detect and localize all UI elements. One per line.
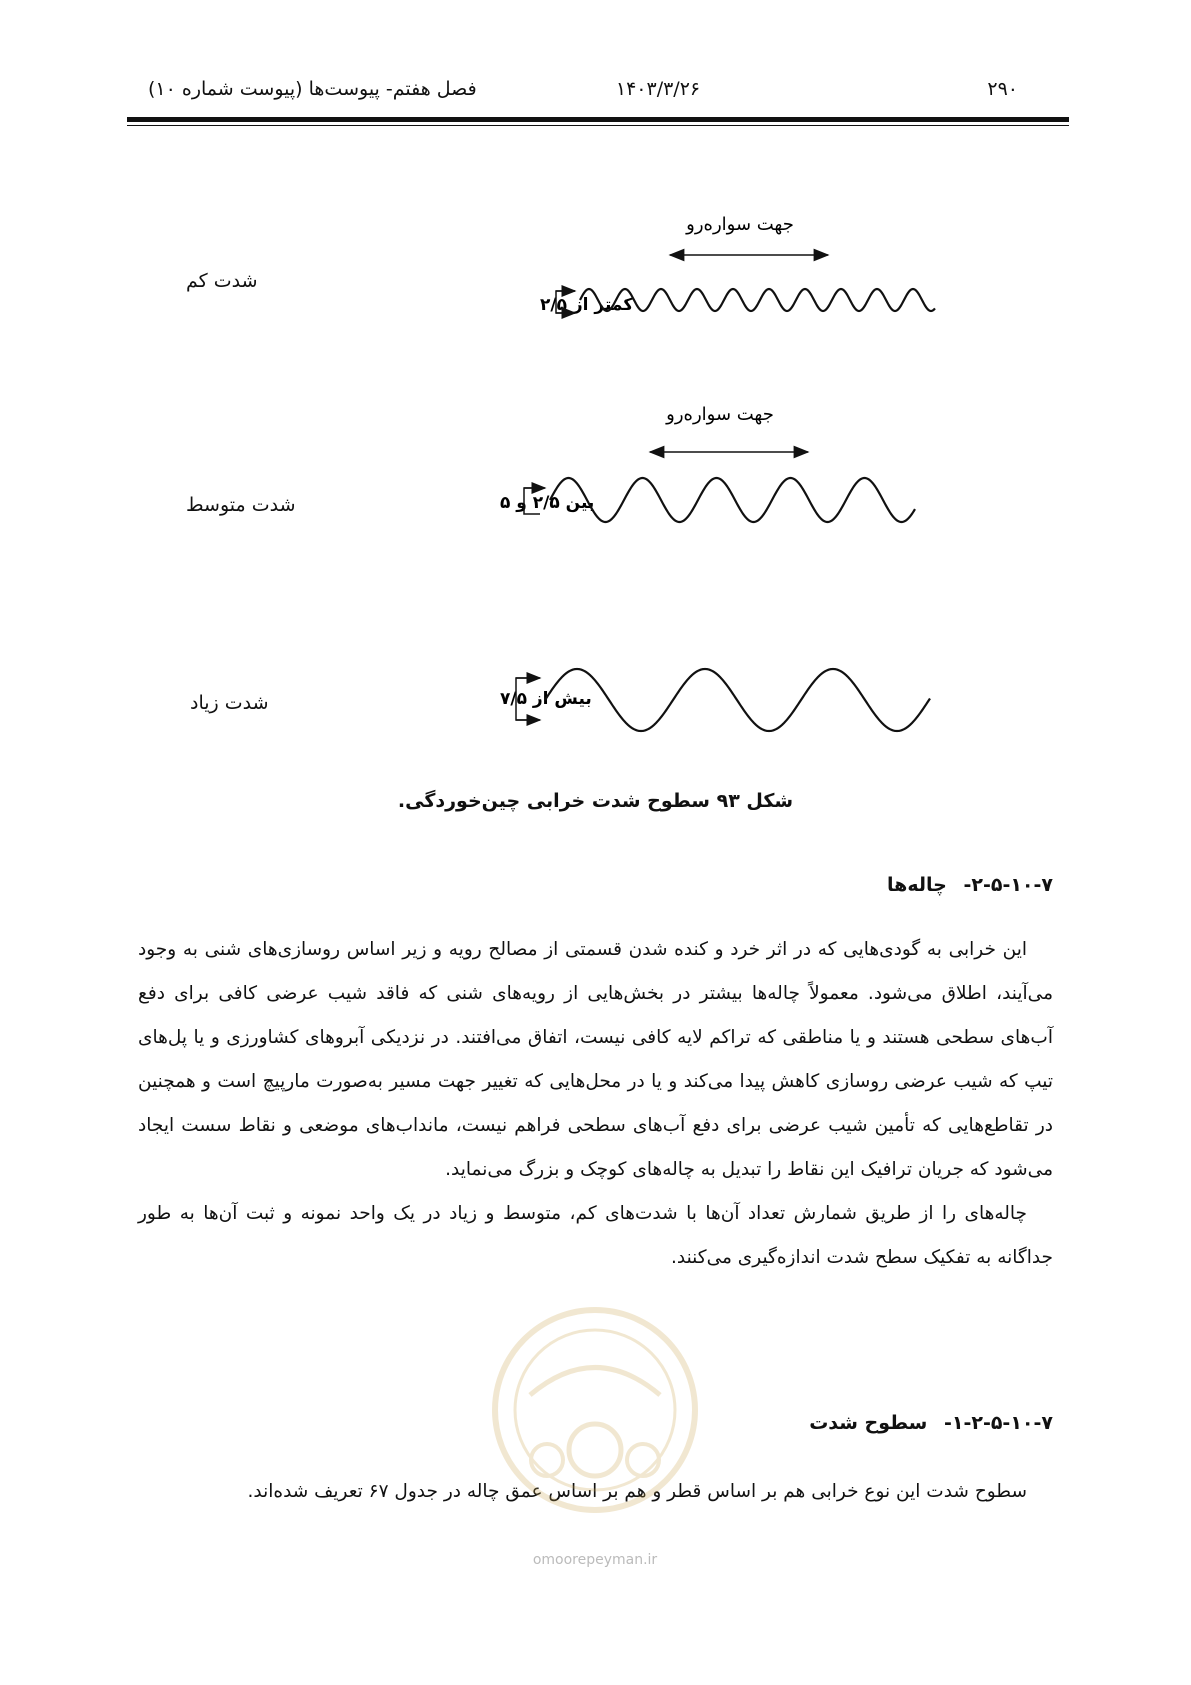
subsection-number: ۱-۲-۵-۱۰-۷- bbox=[943, 1412, 1053, 1434]
subsection-heading bbox=[809, 1412, 1053, 1434]
measure-low: کمتر از ۲/۵ bbox=[540, 295, 634, 315]
watermark-text: omoorepeyman.ir bbox=[532, 1552, 658, 1568]
paragraph-3: سطوح شدت این نوع خرابی هم بر اساس قطر و هم بر اساس عمق چاله در جدول ۶۷ تعریف شده‌اند. bbox=[247, 1481, 1027, 1502]
figure-caption: شکل ۹۳ سطوح شدت خرابی چین‌خوردگی. bbox=[397, 790, 794, 812]
page-number: ۲۹۰ bbox=[987, 78, 1018, 100]
severity-high-label: شدت زیاد bbox=[190, 692, 269, 714]
wave-low bbox=[580, 289, 935, 311]
paragraph-1: این خرابی به گودی‌هایی که در اثر خرد و کنده شدن قسمتی از مصالح رویه و زیر اساس روسازی‌های شنی به وجود می‌آیند، اطلاق می‌شود. معمولاً چاله‌ها بیشتر در بخش‌هایی از رویه‌های شنی که فاقد شیب عرضی کافی برای دفع آب‌های سطحی هستند و یا مناطقی که تراکم لایه کافی نیست، اتفاق می‌افتند. در نزدیکی آبروهای کشاورزی و یا پل‌های تیپ که شیب عرضی روسازی کاهش پیدا می‌کند و یا در محل‌هایی که تغییر جهت مسیر به‌صورت مارپیچ است و همچنین در تقاطع‌هایی که تأمین شیب عرضی برای دفع آب‌های سطحی فراهم نیست، مانداب‌های موضعی و نقاط سست ایجاد می‌شود که جریان ترافیک این نقاط را تبدیل به چاله‌های کوچک و بزرگ می‌نماید. bbox=[138, 939, 1053, 1180]
direction-label-2: جهت سواره‌رو bbox=[666, 404, 774, 425]
section-number: ۲-۵-۱۰-۷- bbox=[963, 874, 1053, 896]
chapter-title: فصل هفتم- پیوست‌ها (پیوست شماره ۱۰) bbox=[148, 78, 477, 100]
measure-high: بیش از ۷/۵ bbox=[500, 689, 592, 709]
direction-label-1: جهت سواره‌رو bbox=[686, 214, 794, 235]
severity-low-label: شدت کم bbox=[186, 270, 258, 292]
corrugation-figure bbox=[0, 0, 1191, 780]
section-heading bbox=[887, 874, 1053, 896]
wave-high bbox=[545, 669, 930, 731]
header-date: ۱۴۰۳/۳/۲۶ bbox=[615, 78, 701, 100]
measure-medium: بین ۲/۵ و ۵ bbox=[500, 493, 595, 513]
watermark-logo bbox=[485, 1300, 705, 1560]
subsection-title: سطوح شدت bbox=[809, 1412, 928, 1434]
wave-medium bbox=[550, 478, 915, 522]
section-title: چاله‌ها bbox=[887, 874, 947, 896]
severity-medium-label: شدت متوسط bbox=[186, 494, 296, 516]
paragraph-2: چاله‌های را از طریق شمارش تعداد آن‌ها با شدت‌های کم، متوسط و زیاد در یک واحد نمونه و ثبت آن‌ها به طور جداگانه به تفکیک سطح شدت اندازه‌گیری می‌کنند. bbox=[138, 1203, 1053, 1268]
section-body bbox=[138, 928, 1053, 1280]
